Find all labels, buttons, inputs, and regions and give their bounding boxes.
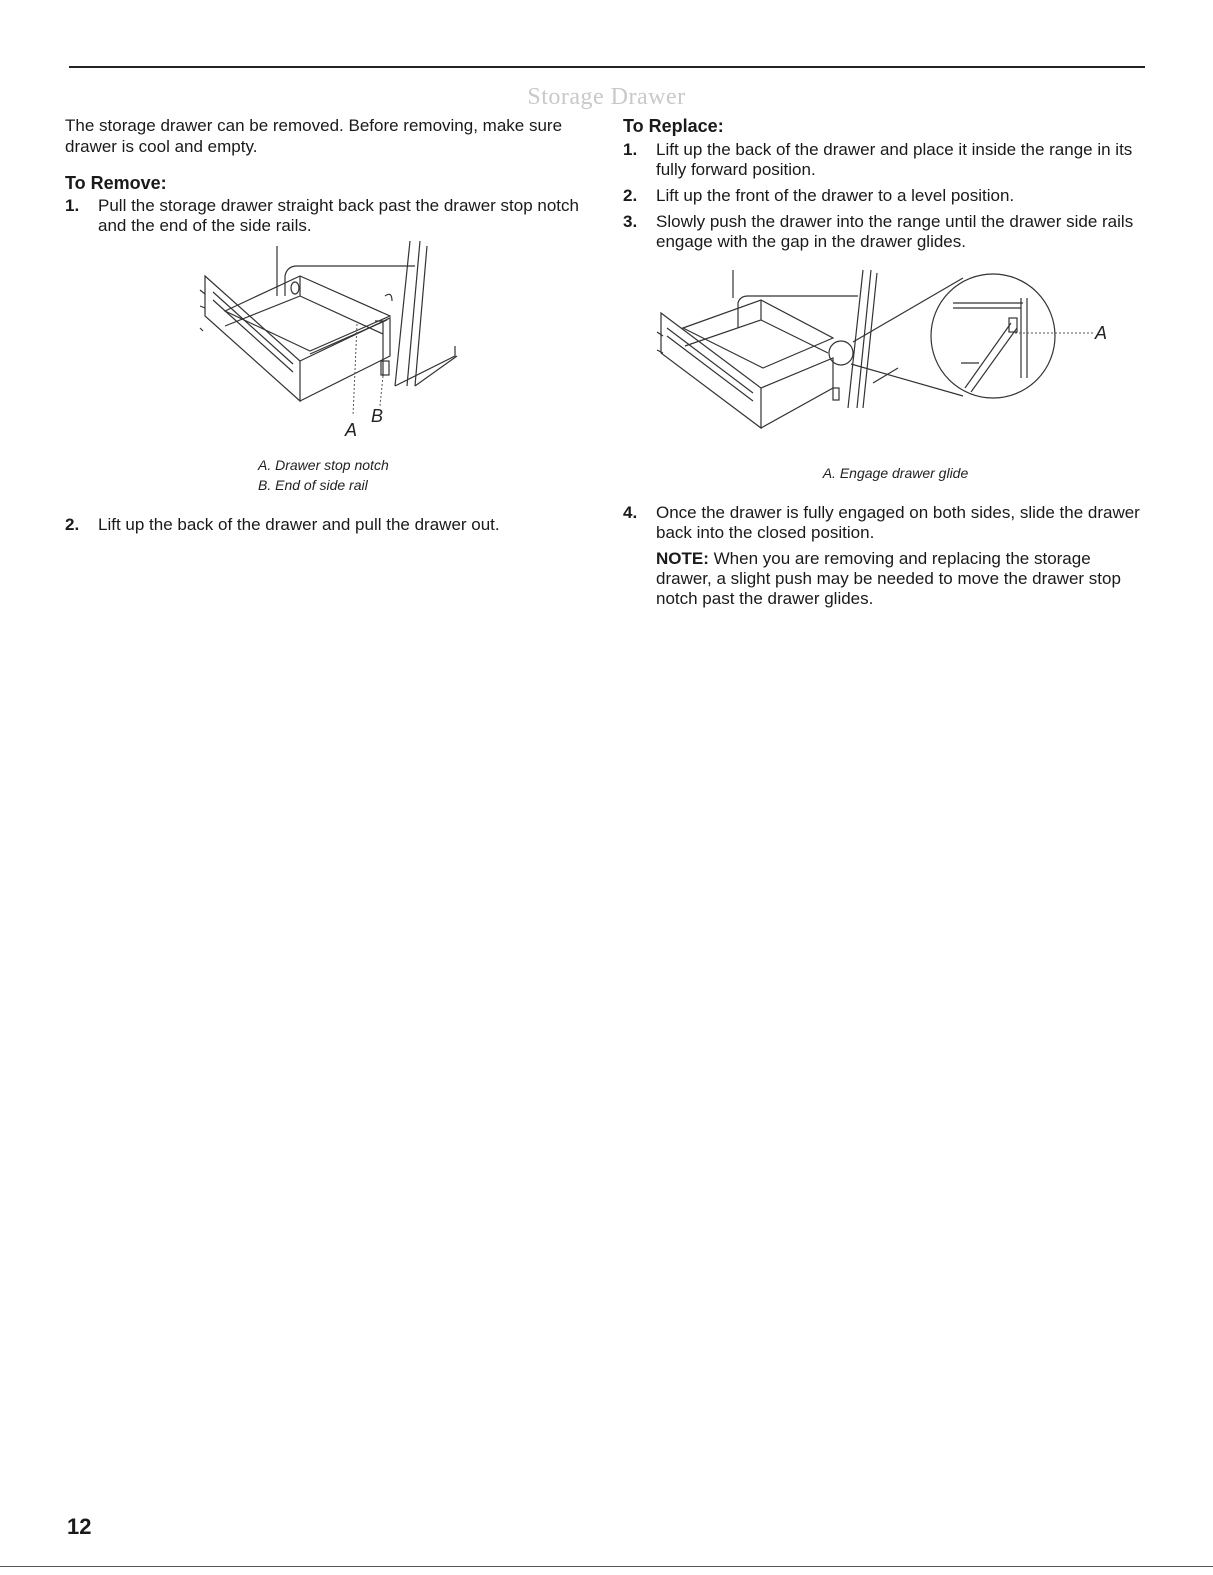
replace-steps-continued [623, 503, 1148, 543]
callout-a: A [1095, 323, 1108, 343]
remove-drawer-illustration [65, 236, 595, 461]
bottom-rule [0, 1566, 1213, 1567]
step-number: 1. [623, 140, 638, 159]
note-text: When you are removing and replacing the storage drawer, a slight push may be needed to move the drawer stop notch past the drawer glides. [656, 549, 1121, 608]
replace-step-2 [623, 186, 1148, 206]
caption-engage: A. Engage drawer glide [822, 465, 969, 481]
caption-a: A. Drawer stop notch [258, 457, 389, 473]
callout-b: B [371, 406, 384, 426]
note-paragraph [623, 549, 1148, 609]
step-text: Pull the storage drawer straight back past the drawer stop notch and the end of the side rails. [98, 196, 579, 235]
page-number: 12 [67, 1514, 92, 1539]
top-rule [69, 66, 1145, 68]
remove-steps [65, 196, 595, 236]
step-text: Lift up the front of the drawer to a level position. [656, 186, 1015, 205]
note-label: NOTE: [656, 549, 709, 568]
step-text: Slowly push the drawer into the range until the drawer side rails engage with the gap in the drawer glides. [656, 212, 1134, 251]
replace-steps [623, 140, 1148, 252]
step-text: Once the drawer is fully engaged on both sides, slide the drawer back into the closed position. [656, 503, 1140, 542]
step-number: 3. [623, 212, 638, 231]
caption-b: B. End of side rail [258, 477, 368, 493]
replace-step-1 [623, 140, 1148, 180]
right-column [623, 115, 1148, 609]
step-number: 1. [65, 196, 80, 215]
remove-heading: To Remove: [65, 173, 167, 193]
replace-heading: To Replace: [623, 116, 724, 136]
callout-a: A [345, 420, 358, 440]
replace-step-4 [623, 503, 1148, 543]
remove-steps-continued [65, 515, 595, 535]
replace-step-3 [623, 212, 1148, 252]
remove-step-1 [65, 196, 595, 236]
remove-step-2 [65, 515, 595, 535]
step-number: 4. [623, 503, 638, 522]
step-number: 2. [623, 186, 638, 205]
section-title: Storage Drawer [527, 84, 686, 110]
step-number: 2. [65, 515, 80, 534]
step-text: Lift up the back of the drawer and place it inside the range in its fully forward position. [656, 140, 1133, 179]
left-column [65, 115, 595, 541]
replace-drawer-illustration [623, 258, 1148, 473]
intro-paragraph: The storage drawer can be removed. Before removing, make sure drawer is cool and empty. [65, 116, 563, 156]
step-text: Lift up the back of the drawer and pull the drawer out. [98, 515, 500, 534]
